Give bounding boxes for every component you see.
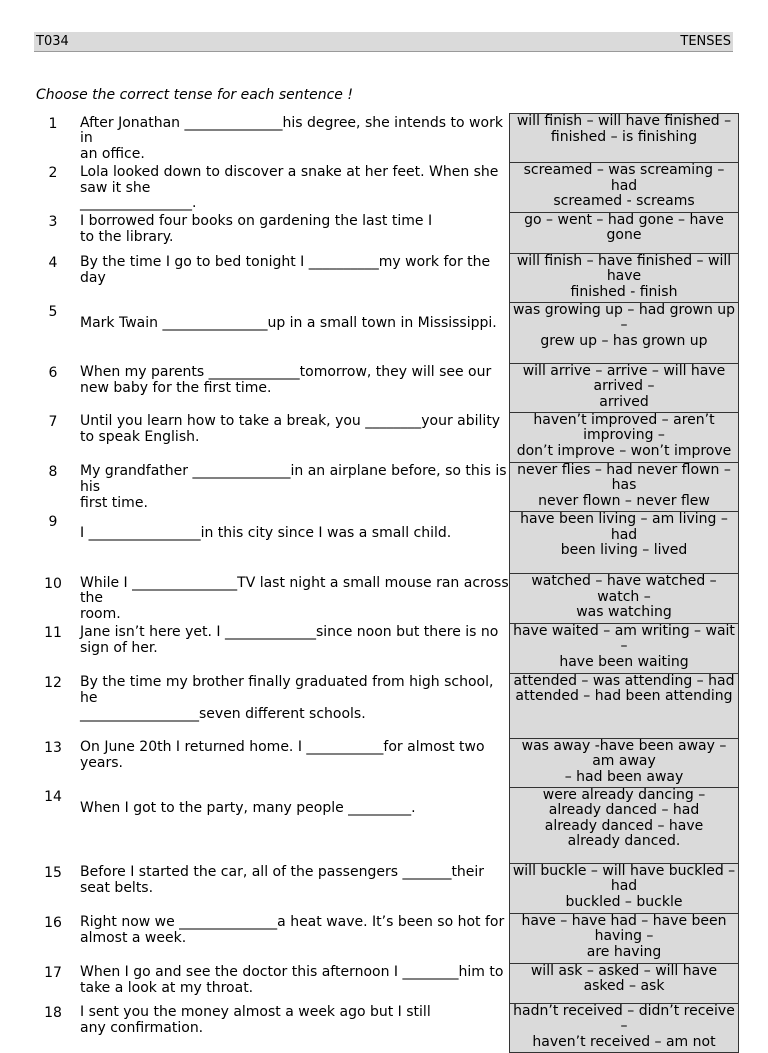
question-sentence: Before I started the car, all of the passengers _______their seat belts. xyxy=(80,864,485,896)
question-row xyxy=(38,963,739,1003)
question-row xyxy=(38,787,739,863)
question-row xyxy=(38,738,739,787)
question-number: 4 xyxy=(48,255,58,272)
answer-options: screamed – was screaming – had screamed - screams xyxy=(510,163,739,212)
answer-options: have been living – am living – had been living – lived xyxy=(510,512,739,574)
worksheet-topic: TENSES xyxy=(680,34,731,49)
answer-options: will buckle – will have buckled – had buckled – buckle xyxy=(510,863,739,913)
question-row xyxy=(38,212,739,253)
question-number: 18 xyxy=(44,1005,62,1022)
question-row xyxy=(38,302,739,363)
question-sentence: By the time I go to bed tonight I __________my work for the day xyxy=(80,254,491,287)
answer-options: will ask – asked – will have asked – ask xyxy=(510,963,739,1003)
answer-options: will arrive – arrive – will have arrived – arrived xyxy=(510,363,739,412)
question-sentence: My grandfather ______________in an airplane before, so this is his first time. xyxy=(80,463,507,511)
question-number: 15 xyxy=(44,865,62,882)
question-sentence: On June 20th I returned home. I ___________for almost two years. xyxy=(80,739,485,771)
answer-options: attended – was attending – had attended – had been attending xyxy=(510,673,739,738)
question-sentence: Until you learn how to take a break, you ________your ability to speak English. xyxy=(80,413,501,446)
question-number: 11 xyxy=(44,625,62,642)
answer-options: have waited – am writing – wait – have been waiting xyxy=(510,623,739,673)
question-sentence: When I got to the party, many people _________. xyxy=(80,800,416,817)
question-number: 7 xyxy=(48,414,58,431)
answer-options: haven’t improved – aren’t improving – don’t improve – won’t improve xyxy=(510,412,739,462)
question-sentence: When my parents _____________tomorrow, they will see our new baby for the first time. xyxy=(80,364,492,397)
question-row xyxy=(38,512,739,574)
question-row xyxy=(38,913,739,963)
instructions: Choose the correct tense for each sentence ! xyxy=(36,87,353,103)
question-sentence: Lola looked down to discover a snake at her feet. When she saw it she ________________. xyxy=(80,163,499,212)
question-sentence: I borrowed four books on gardening the last time I to the library. xyxy=(80,213,433,246)
question-row xyxy=(38,412,739,462)
answer-options: go – went – had gone – have gone xyxy=(510,212,739,253)
question-number: 5 xyxy=(48,304,58,321)
question-number: 13 xyxy=(44,740,62,757)
answer-options: was away -have been away – am away – had been away xyxy=(510,738,739,787)
question-row xyxy=(38,574,739,623)
worksheet-header xyxy=(34,32,733,52)
question-sentence: When I go and see the doctor this afternoon I ________him to take a look at my throat. xyxy=(80,964,504,996)
question-sentence: I sent you the money almost a week ago but I still any confirmation. xyxy=(80,1004,431,1036)
question-sentence: While I _______________TV last night a small mouse ran across the room. xyxy=(80,574,509,623)
answer-options: were already dancing – already danced – had already danced – have already danced. xyxy=(510,787,739,863)
question-number: 9 xyxy=(48,513,58,530)
question-row xyxy=(38,114,739,163)
question-row xyxy=(38,163,739,212)
question-row xyxy=(38,863,739,913)
question-row xyxy=(38,462,739,511)
question-number: 14 xyxy=(44,789,62,806)
exercise-table xyxy=(38,113,739,1053)
question-number: 12 xyxy=(44,675,62,692)
answer-options: have – have had – have been having – are having xyxy=(510,913,739,963)
answer-options: was growing up – had grown up – grew up – has grown up xyxy=(510,302,739,363)
answer-options: will finish – have finished – will have finished - finish xyxy=(510,253,739,302)
question-row xyxy=(38,363,739,412)
question-number: 6 xyxy=(48,365,58,382)
question-number: 10 xyxy=(44,575,62,592)
question-number: 8 xyxy=(48,464,58,481)
question-number: 1 xyxy=(48,115,58,132)
question-row xyxy=(38,623,739,673)
question-row xyxy=(38,673,739,738)
answer-options: watched – have watched – watch – was watching xyxy=(510,574,739,623)
question-sentence: By the time my brother finally graduated from high school, he _________________seven different schools. xyxy=(80,674,494,722)
worksheet-code: T034 xyxy=(36,34,69,49)
question-sentence: After Jonathan ______________his degree, she intends to work in an office. xyxy=(80,114,503,163)
question-sentence: I ________________in this city since I was a small child. xyxy=(80,524,452,541)
question-number: 3 xyxy=(48,214,58,231)
question-sentence: Right now we ______________a heat wave. It’s been so hot for almost a week. xyxy=(80,914,505,946)
question-sentence: Mark Twain _______________up in a small town in Mississippi. xyxy=(80,315,497,332)
question-sentence: Jane isn’t here yet. I _____________since noon but there is no sign of her. xyxy=(80,624,499,656)
question-number: 16 xyxy=(44,915,62,932)
answer-options: will finish – will have finished – finished – is finishing xyxy=(510,114,739,163)
question-number: 17 xyxy=(44,965,62,982)
question-number: 2 xyxy=(48,164,58,181)
question-row xyxy=(38,253,739,302)
answer-options: hadn’t received – didn’t receive – haven’t received – am not xyxy=(510,1003,739,1052)
answer-options: never flies – had never flown – has never flown – never flew xyxy=(510,462,739,511)
question-row xyxy=(38,1003,739,1052)
